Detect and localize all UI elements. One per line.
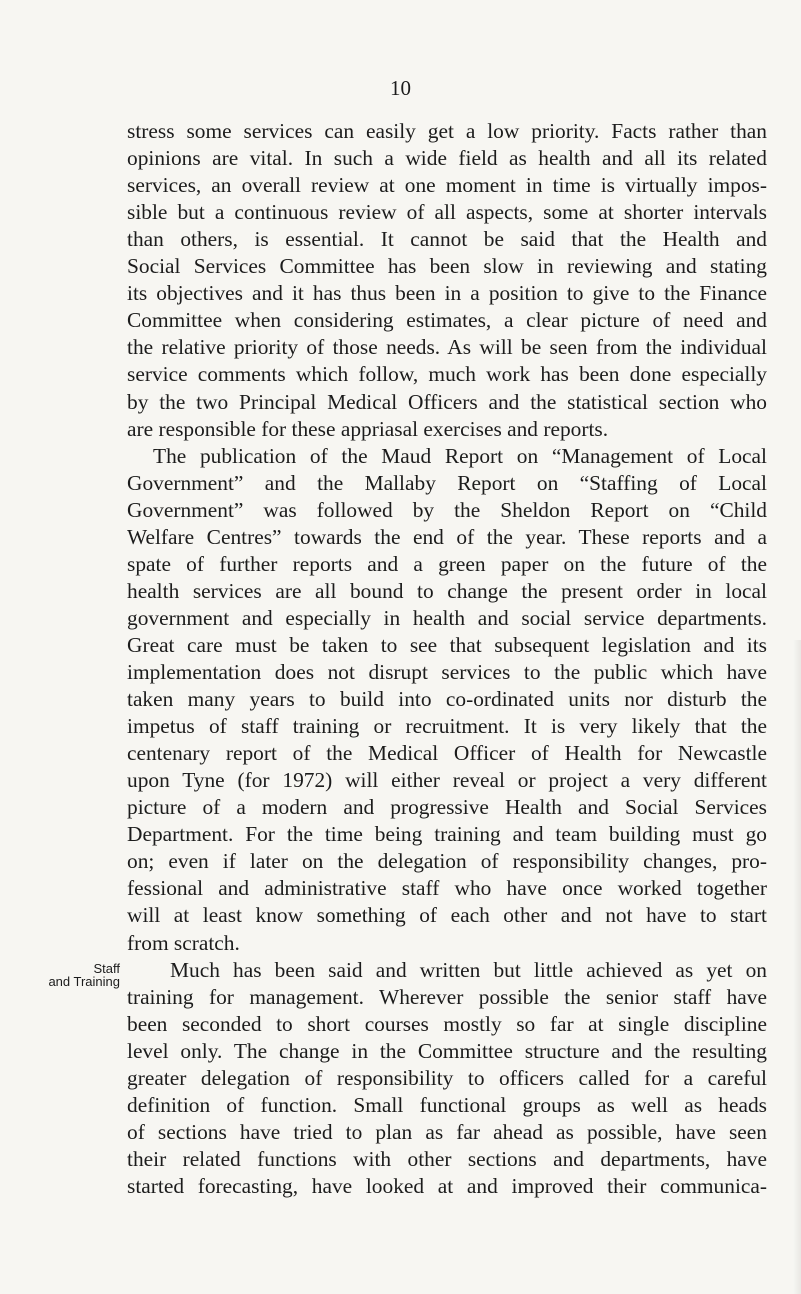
text-line: their related functions with other sections and departments, have <box>127 1146 767 1171</box>
text-line: opinions are vital. In such a wide field as health and all its related <box>127 146 767 171</box>
text-line: health services are all bound to change the present order in local <box>127 578 767 603</box>
text-line: its objectives and it has thus been in a position to give to the Finance <box>127 281 767 306</box>
page-number: 10 <box>390 76 411 100</box>
text-line: services, an overall review at one moment in time is virtually impos- <box>127 173 767 198</box>
text-line: on; even if later on the delegation of responsibility changes, pro- <box>127 849 767 874</box>
text-line: fessional and administrative staff who have once worked together <box>127 876 767 901</box>
text-line: Welfare Centres” towards the end of the year. These reports and a <box>127 524 767 549</box>
text-line: Social Services Committee has been slow in reviewing and stating <box>127 254 767 279</box>
text-line: the relative priority of those needs. As will be seen from the individual <box>127 335 767 360</box>
text-line: impetus of staff training or recruitment. It is very likely that the <box>127 714 767 739</box>
text-line: Government” and the Mallaby Report on “Staffing of Local <box>127 470 767 495</box>
margin-note-staff-training <box>5 962 120 988</box>
text-line: Committee when considering estimates, a clear picture of need and <box>127 308 767 333</box>
text-line: implementation does not disrupt services to the public which have <box>127 660 767 684</box>
text-line: picture of a modern and progressive Health and Social Services <box>127 795 767 820</box>
text-line: will at least know something of each other and not have to start <box>127 903 767 928</box>
margin-note-line-1: Staff <box>93 961 120 976</box>
text-line: greater delegation of responsibility to officers called for a careful <box>127 1065 767 1090</box>
text-line: level only. The change in the Committee structure and the resulting <box>127 1038 767 1063</box>
text-line: of sections have tried to plan as far ahead as possible, have seen <box>127 1119 767 1144</box>
text-line: training for management. Wherever possible the senior staff have <box>127 984 767 1009</box>
text-line: government and especially in health and social service departments. <box>127 605 767 630</box>
text-line: taken many years to build into co-ordinated units nor disturb the <box>127 687 767 712</box>
text-line: Government” was followed by the Sheldon Report on “Child <box>127 497 767 522</box>
text-line: Much has been said and written but little achieved as yet on <box>170 957 767 982</box>
text-line: started forecasting, have looked at and improved their communica- <box>127 1173 767 1198</box>
text-line: been seconded to short courses mostly so far at single discipline <box>127 1011 767 1036</box>
text-line: stress some services can easily get a low priority. Facts rather than <box>127 119 767 143</box>
text-line: definition of function. Small functional groups as well as heads <box>127 1092 767 1117</box>
text-line: by the two Principal Medical Officers and the statistical section who <box>127 389 767 414</box>
page-edge-shadow <box>793 640 801 1294</box>
text-line: Department. For the time being training and team building must go <box>127 822 767 847</box>
text-line: are responsible for these appriasal exercises and reports. <box>127 416 609 441</box>
text-line: service comments which follow, much work has been done especially <box>127 362 767 387</box>
text-line: than others, is essential. It cannot be said that the Health and <box>127 227 767 252</box>
text-line: centenary report of the Medical Officer of Health for Newcastle <box>127 741 767 766</box>
text-line: upon Tyne (for 1972) will either reveal or project a very different <box>127 768 767 793</box>
margin-note-line-2: and Training <box>48 974 120 989</box>
text-line: The publication of the Maud Report on “Management of Local <box>153 443 767 468</box>
text-line: from scratch. <box>127 930 240 955</box>
text-line: sible but a continuous review of all aspects, some at shorter intervals <box>127 200 767 225</box>
text-line: spate of further reports and a green paper on the future of the <box>127 551 767 576</box>
text-line: Great care must be taken to see that subsequent legislation and its <box>127 632 767 657</box>
